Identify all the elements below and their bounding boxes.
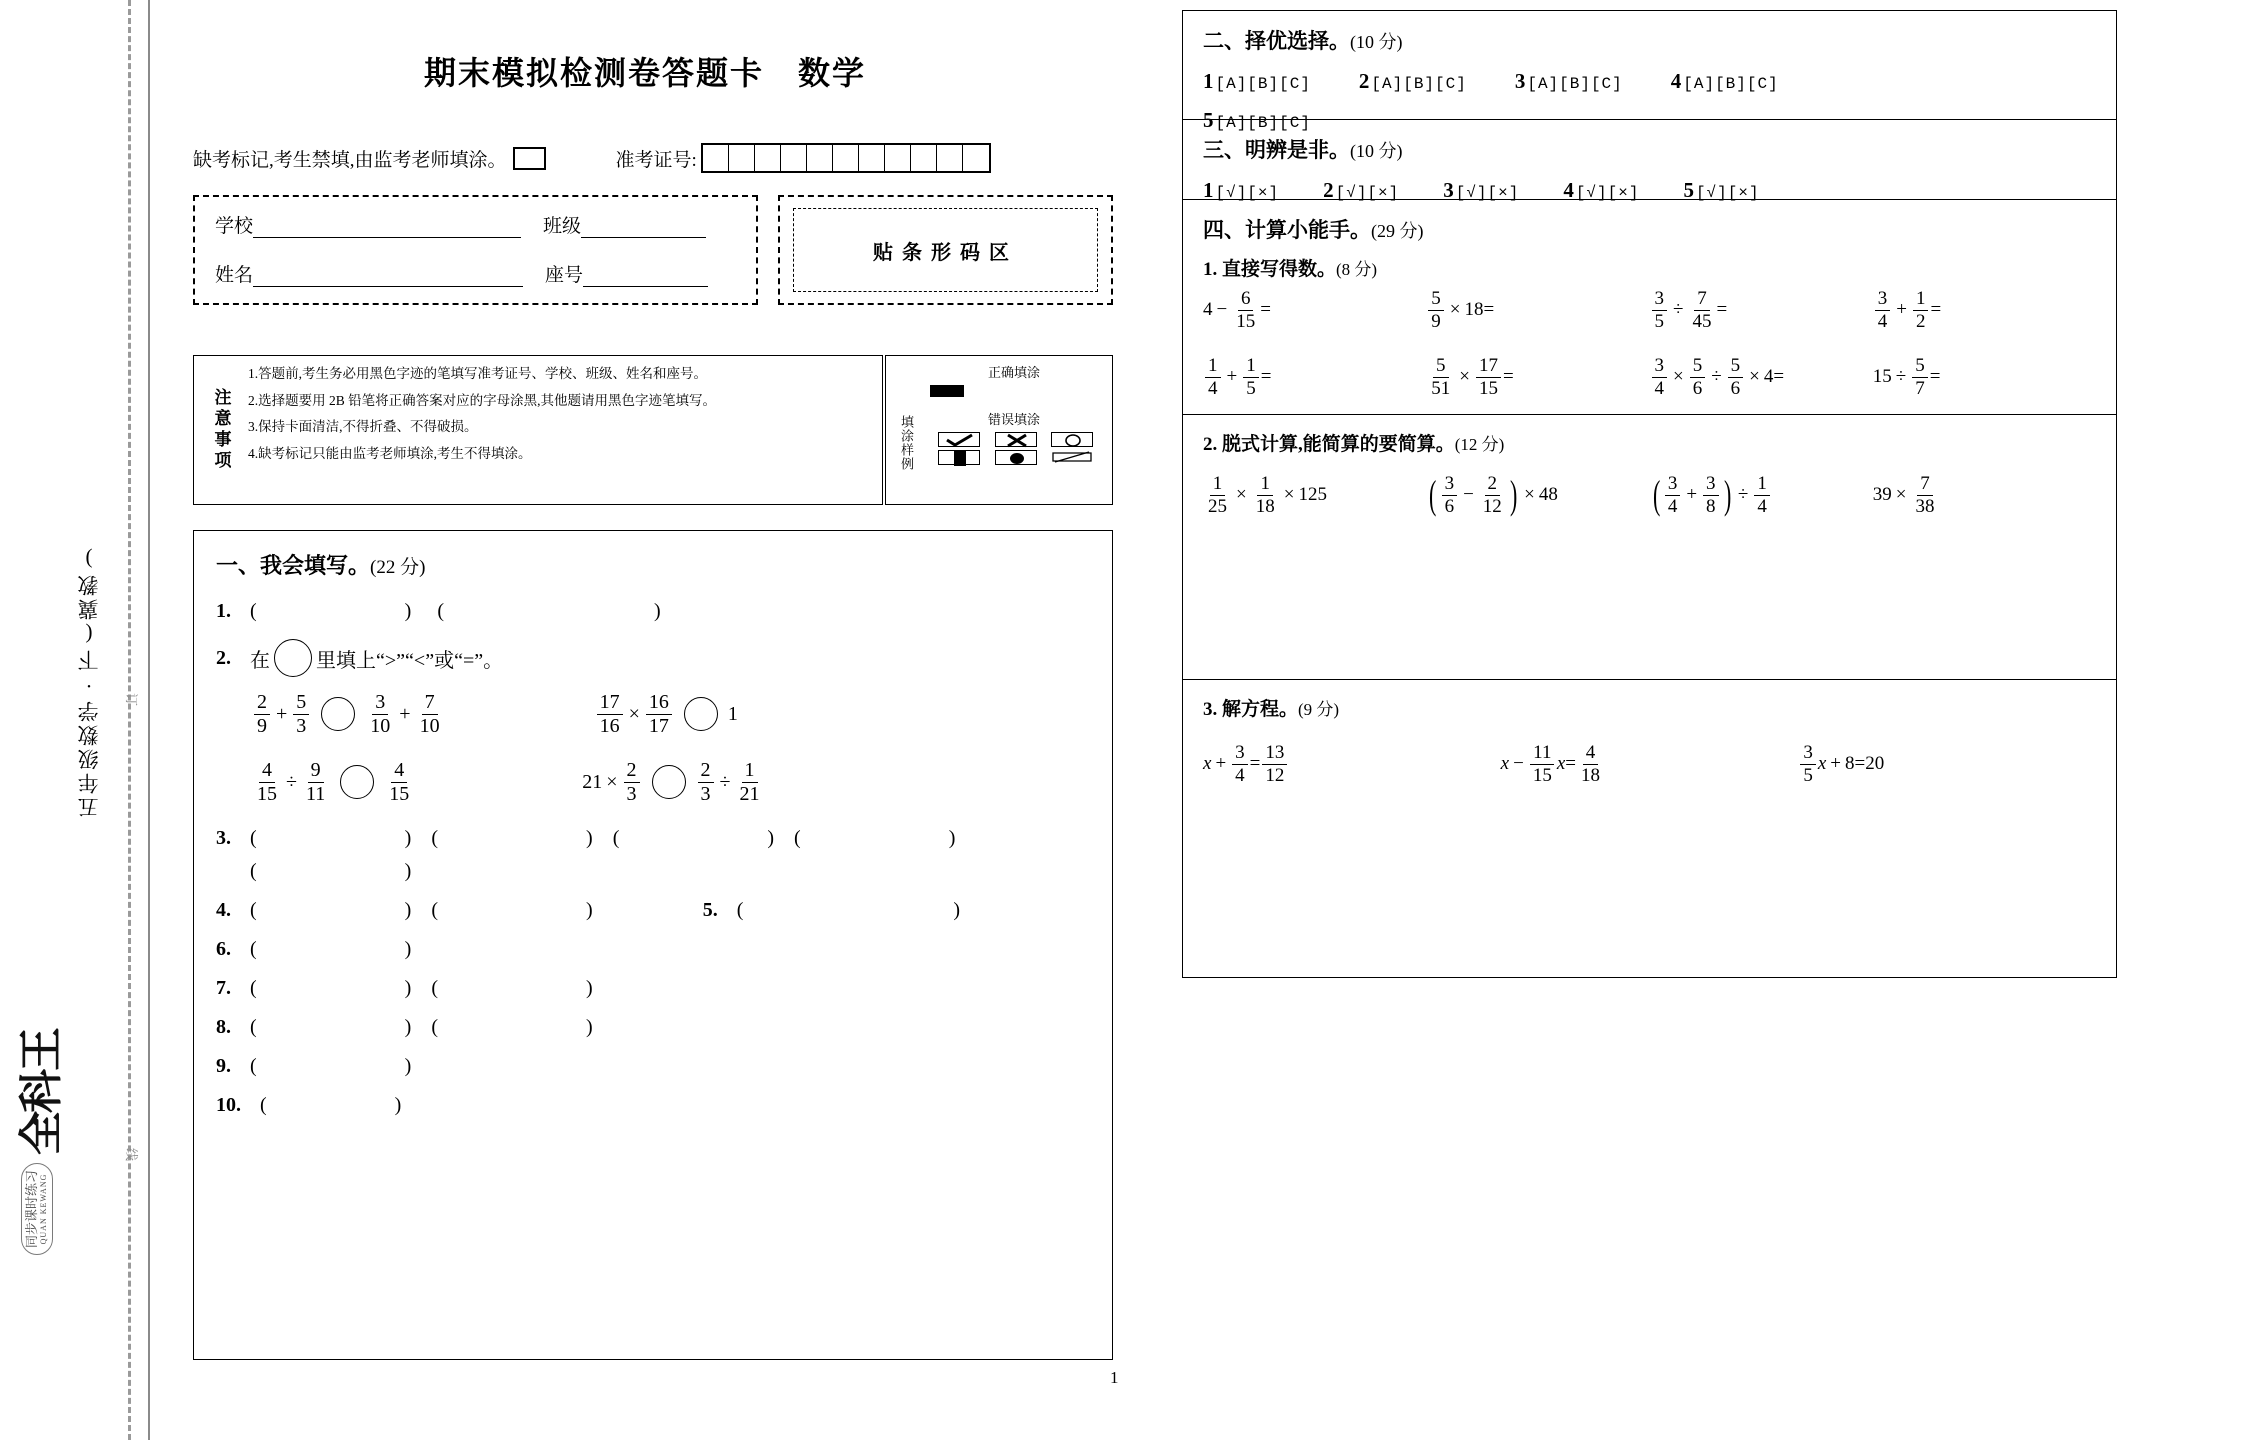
section-two-box [1182, 10, 2117, 132]
question-4-row [216, 899, 1090, 922]
admit-number-cell[interactable] [729, 145, 755, 171]
math-number: 4 [1203, 299, 1213, 321]
question-10-number: 10. [216, 1094, 241, 1116]
notice-item: 4.缺考标记只能由监考老师填涂,考生不得填涂。 [248, 445, 532, 461]
true-false-item[interactable] [1203, 178, 1279, 203]
math-operator: + [399, 703, 411, 725]
cut-mark-top: 订 [124, 692, 140, 707]
math-variable: x [1203, 753, 1212, 775]
fraction: $\frac{5}{6}$ [1728, 356, 1744, 399]
correct-fill-label: 正确填涂 [987, 365, 1040, 380]
math-number: = [1854, 753, 1866, 775]
fraction: $\frac{3}{4}$ [1232, 743, 1248, 786]
fill-sample-side-label: 填涂样例 [899, 415, 914, 471]
question-5-number: 5. [702, 899, 718, 921]
fraction: $\frac{5}{51}$ [1431, 354, 1451, 399]
calculation-problem [1203, 474, 1426, 517]
fraction: $\frac{4}{18}$ [1580, 742, 1600, 786]
mc-item-options[interactable]: [A][B][C] [1527, 75, 1623, 93]
section-three-title: 三、明辨是非。 [1203, 138, 1350, 162]
sub2-label-text: 2. 脱式计算,能简算的要简算。 [1203, 434, 1455, 455]
math-number: 1 [727, 702, 738, 725]
math-operator: + [1226, 366, 1238, 388]
mc-item-options[interactable]: [A][B][C] [1215, 114, 1311, 132]
answer-blank[interactable]: ( ) [250, 600, 412, 622]
math-operator: × [1895, 484, 1907, 506]
logo-badge-cn: 同步课时练习 [24, 1169, 40, 1248]
answer-blank[interactable]: ( ) [431, 1016, 593, 1038]
sub3-points: (9 分) [1298, 700, 1340, 719]
fraction: $\frac{3}{10}$ [370, 691, 391, 737]
fraction: $\frac{16}{17}$ [646, 692, 672, 737]
admit-number-cell[interactable] [781, 145, 807, 171]
math-operator: + [1215, 753, 1227, 775]
fraction: $\frac{1}{21}$ [739, 759, 760, 805]
section-two-title: 二、择优选择。 [1203, 29, 1350, 53]
fraction: $\frac{2}{3}$ [698, 760, 714, 805]
question-3-number: 3. [216, 827, 231, 849]
info-row-school-class [215, 211, 736, 238]
seat-input[interactable] [583, 267, 708, 287]
admit-number-cell[interactable] [703, 145, 729, 171]
answer-blank[interactable]: ( ) [736, 899, 961, 921]
question-4-number: 4. [216, 899, 231, 921]
compare-circle[interactable] [684, 697, 718, 731]
calculation-problem [1873, 289, 2096, 332]
math-operator: × [606, 770, 618, 793]
math-number: 39 [1872, 484, 1892, 506]
math-number: 125 [1298, 484, 1327, 506]
fraction: $\frac{3}{4}$ [1875, 289, 1891, 332]
admit-number-cell[interactable] [911, 145, 937, 171]
multiple-choice-row-1 [1203, 69, 2096, 94]
sub1-label-text: 1. 直接写得数。 [1203, 259, 1337, 280]
math-operator: + [1896, 299, 1907, 321]
question-8-row [216, 1016, 1090, 1039]
admit-number-cell[interactable] [833, 145, 859, 171]
correct-fill-mark [930, 385, 964, 397]
math-number: 18 [1464, 299, 1484, 321]
math-operator: − [1463, 484, 1474, 506]
notice-box [193, 355, 883, 505]
multiple-choice-item[interactable] [1671, 69, 1779, 94]
notice-title: 注意事项 [211, 388, 231, 472]
sub3-label-text: 3. 解方程。 [1203, 699, 1299, 720]
fraction: $\frac{3}{8}$ [1703, 474, 1719, 517]
math-operator: × [1283, 484, 1295, 506]
mc-item-number: 3 [1514, 69, 1526, 93]
section-two-heading [1203, 25, 2096, 55]
question-1-number: 1. [216, 600, 231, 622]
question-2-compare-row [252, 759, 1090, 805]
math-paren: ( [1429, 472, 1437, 518]
wrong-mark-open-circle-icon [1051, 432, 1093, 447]
fraction: $\frac{2}{9}$ [254, 692, 270, 737]
section-four-box [1182, 200, 2117, 415]
tf-item-number: 1 [1203, 178, 1214, 202]
math-number: = [1502, 366, 1514, 388]
compare-circle[interactable] [652, 765, 686, 799]
tf-item-options[interactable]: [√][×] [1695, 184, 1760, 202]
section-four-sub3-box [1182, 680, 2117, 978]
multiple-choice-item[interactable] [1359, 69, 1467, 94]
notice-item-list [248, 356, 882, 504]
math-number: = [1565, 753, 1576, 775]
true-false-item[interactable] [1443, 178, 1519, 203]
compare-expression-right [384, 759, 414, 805]
calculation-problem [1426, 356, 1649, 399]
fraction: $\frac{5}{7}$ [1912, 356, 1928, 399]
answer-blank[interactable]: ( ) [250, 827, 412, 849]
math-operator: + [1830, 753, 1841, 775]
section-one-points: (22 分) [370, 557, 426, 578]
wrong-fill-label: 错误填涂 [987, 412, 1040, 427]
tf-item-number: 2 [1323, 178, 1334, 202]
answer-blank[interactable]: ( ) [437, 600, 661, 622]
section-one-title: 一、我会填写。 [216, 553, 371, 578]
mc-item-number: 2 [1358, 69, 1370, 93]
compare-circle[interactable] [274, 639, 312, 677]
admit-number-cell[interactable] [963, 145, 989, 171]
fraction: $\frac{2}{3}$ [624, 760, 640, 805]
mc-item-number: 5 [1203, 108, 1214, 132]
calculation-problem [1650, 289, 1873, 332]
book-spine-label: 五年级数学·下(冀教) [77, 545, 101, 818]
fraction: $\frac{3}{4}$ [1665, 474, 1681, 517]
math-operator: × [1449, 299, 1461, 321]
admit-number-grid[interactable] [701, 143, 991, 173]
compare-expression-right [696, 759, 765, 805]
tf-item-number: 5 [1683, 178, 1694, 202]
admit-number-cell[interactable] [755, 145, 781, 171]
admit-number-cell[interactable] [807, 145, 833, 171]
math-operator: ÷ [1895, 366, 1907, 388]
question-3-row [216, 827, 1090, 850]
fraction: $\frac{13}{12}$ [1262, 743, 1287, 786]
notice-item: 2.选择题要用 2B 铅笔将正确答案对应的字母涂黑,其他题请用黑色字迹笔填写。 [248, 392, 717, 408]
section-three-points: (10 分) [1350, 141, 1403, 161]
math-number: 48 [1538, 484, 1558, 506]
math-paren: ) [1723, 472, 1731, 518]
notice-item: 1.答题前,考生务必用黑色字迹的笔填写准考证号、学校、班级、姓名和座号。 [248, 366, 707, 381]
fill-sample-box [885, 355, 1113, 505]
fraction: $\frac{1}{4}$ [1205, 356, 1221, 399]
math-number: 21 [582, 770, 603, 793]
math-operator: ÷ [286, 771, 297, 793]
answer-blank[interactable]: ( ) [260, 1094, 402, 1116]
math-number: 20 [1865, 753, 1885, 775]
absent-and-admit-row [193, 143, 1113, 173]
section-four-sub3-label [1203, 694, 2096, 721]
answer-blank[interactable]: ( ) [431, 977, 593, 999]
answer-blank[interactable]: ( ) [794, 827, 956, 849]
question-9-row [216, 1055, 1090, 1078]
answer-blank[interactable]: ( ) [250, 938, 412, 960]
math-number: = [1260, 366, 1272, 388]
admit-number-cell[interactable] [859, 145, 885, 171]
answer-blank[interactable]: ( ) [250, 899, 412, 921]
answer-blank[interactable]: ( ) [431, 899, 593, 921]
fraction: $\frac{1}{25}$ [1208, 473, 1227, 517]
math-number: = [1930, 299, 1942, 321]
fraction: $\frac{6}{15}$ [1236, 288, 1256, 332]
math-operator: + [276, 703, 288, 725]
fraction: $\frac{5}{9}$ [1428, 289, 1444, 332]
school-input[interactable] [253, 218, 521, 238]
section-one-box [193, 530, 1113, 1360]
solve-equation-problem-grid [1203, 743, 2096, 786]
math-operator: ÷ [1711, 366, 1722, 388]
question-7-number: 7. [216, 977, 231, 999]
seat-label: 座号 [545, 265, 584, 286]
name-label: 姓名 [215, 265, 254, 286]
fraction: $\frac{3}{5}$ [1800, 743, 1816, 786]
true-false-item[interactable] [1683, 178, 1759, 203]
name-input[interactable] [253, 267, 523, 287]
stepwise-calc-problem-grid [1203, 474, 2096, 517]
math-variable: x [1500, 753, 1510, 775]
wrong-fill-mark-grid [916, 432, 1112, 465]
math-operator: × [1673, 366, 1684, 388]
question-6-number: 6. [216, 938, 231, 960]
math-operator: × [1524, 484, 1535, 506]
math-number: = [1716, 299, 1728, 321]
math-number: = [1483, 299, 1495, 321]
wrong-mark-check-icon [938, 432, 980, 447]
question-1-row [216, 600, 1090, 623]
compare-circle[interactable] [340, 765, 374, 799]
calculation-problem [1203, 356, 1426, 399]
math-number: = [1249, 753, 1261, 775]
section-one-heading [216, 549, 1090, 580]
mc-item-options[interactable]: [A][B][C] [1215, 75, 1311, 93]
wrong-mark-cross-icon [995, 432, 1037, 447]
calculation-problem [1873, 356, 2096, 399]
logo-wordmark: 全科王 [17, 1028, 66, 1155]
compare-expression-left [582, 760, 641, 805]
fraction: $\frac{9}{11}$ [305, 759, 326, 805]
math-paren: ) [1509, 472, 1518, 518]
compare-expression-right [728, 703, 738, 726]
fraction: $\frac{17}{15}$ [1476, 356, 1501, 399]
wrong-mark-slash-icon [1051, 450, 1093, 465]
math-variable: x [1817, 753, 1827, 775]
question-6-row [216, 938, 1090, 961]
true-false-item[interactable] [1323, 178, 1399, 203]
mc-item-options[interactable]: [A][B][C] [1683, 75, 1779, 93]
compare-circle[interactable] [321, 697, 355, 731]
school-label: 学校 [215, 216, 254, 237]
fraction: $\frac{4}{15}$ [389, 759, 410, 805]
admit-number-cell[interactable] [937, 145, 963, 171]
section-two-points: (10 分) [1350, 32, 1403, 52]
fraction: $\frac{5}{6}$ [1690, 356, 1706, 399]
question-8-number: 8. [216, 1016, 231, 1038]
math-number: = [1929, 366, 1941, 388]
tf-item-number: 3 [1443, 178, 1454, 202]
answer-blank[interactable]: ( ) [250, 1055, 412, 1077]
section-four-sub1-label [1203, 254, 2096, 281]
tf-item-options[interactable]: [√][×] [1455, 184, 1520, 202]
sub1-points: (8 分) [1336, 260, 1378, 279]
tf-item-options[interactable]: [√][×] [1575, 184, 1640, 202]
barcode-area [778, 195, 1113, 305]
fraction: $\frac{4}{15}$ [257, 759, 277, 805]
info-row-name-seat [215, 260, 736, 287]
direct-answer-problem-grid [1203, 289, 2096, 399]
question-2-prompt [216, 639, 1090, 677]
multiple-choice-item[interactable] [1515, 69, 1623, 94]
section-four-title: 四、计算小能手。 [1203, 218, 1371, 242]
answer-blank[interactable]: ( ) [250, 860, 412, 882]
fraction: $\frac{2}{12}$ [1482, 473, 1502, 517]
math-paren: ( [1652, 472, 1660, 518]
answer-blank[interactable]: ( ) [250, 977, 412, 999]
math-operator: × [628, 703, 640, 725]
multiple-choice-item[interactable] [1203, 108, 1311, 133]
fraction: $\frac{1}{5}$ [1243, 356, 1259, 399]
question-2-prompt-a: 在 [250, 649, 270, 672]
admit-number-cell[interactable] [885, 145, 911, 171]
math-operator: × [1236, 484, 1247, 506]
section-four-heading [1203, 214, 2096, 244]
question-2-number: 2. [216, 646, 231, 669]
student-info-box [193, 195, 758, 305]
calculation-problem [1650, 474, 1873, 517]
calculation-problem [1650, 356, 1873, 399]
math-operator: × [1749, 366, 1760, 388]
math-operator: ÷ [1673, 299, 1684, 321]
compare-expression-left [252, 759, 330, 805]
calculation-problem [1203, 289, 1426, 332]
answer-blank[interactable]: ( ) [250, 1016, 412, 1038]
calculation-problem [1203, 743, 1501, 786]
calculation-problem [1426, 289, 1649, 332]
calculation-problem [1426, 474, 1649, 517]
mc-item-options[interactable]: [A][B][C] [1371, 75, 1467, 93]
compare-expression-left [595, 691, 674, 737]
math-number: = [1773, 366, 1785, 388]
fraction: $\frac{5}{3}$ [293, 692, 309, 737]
multiple-choice-item[interactable] [1203, 69, 1311, 94]
mc-item-number: 1 [1203, 69, 1214, 93]
question-2-compare-row [252, 691, 1090, 737]
question-9-number: 9. [216, 1055, 231, 1077]
fraction: $\frac{7}{10}$ [419, 691, 440, 737]
class-label: 班级 [543, 216, 582, 237]
math-variable: x [1556, 753, 1566, 775]
fraction: $\frac{1}{18}$ [1255, 473, 1275, 517]
logo-badge [21, 1163, 52, 1255]
tf-item-options[interactable]: [√][×] [1215, 184, 1280, 202]
tf-item-number: 4 [1563, 178, 1574, 202]
fraction: $\frac{11}{15}$ [1530, 743, 1555, 786]
answer-blank[interactable]: ( ) [612, 827, 775, 849]
math-number: = [1260, 299, 1271, 321]
calculation-problem [1798, 743, 2096, 786]
math-operator: × [1459, 366, 1470, 388]
question-3-row-2 [216, 860, 1090, 883]
fraction: $\frac{3}{6}$ [1442, 474, 1458, 517]
fraction: $\frac{7}{45}$ [1692, 288, 1712, 332]
logo-badge-en: QUAN KEWANG [38, 1173, 48, 1245]
wrong-mark-dot-icon [995, 450, 1037, 465]
section-four-sub2-box [1182, 415, 2117, 680]
true-false-item[interactable] [1563, 178, 1639, 203]
calculation-problem [1873, 474, 2096, 517]
math-number: 15 [1872, 366, 1892, 388]
question-2-prompt-b: 里填上“>”“<”或“=”。 [316, 649, 504, 672]
fraction: $\frac{7}{38}$ [1915, 473, 1935, 517]
math-operator: + [1686, 484, 1698, 506]
fraction: $\frac{3}{4}$ [1652, 356, 1668, 399]
compare-expression-right [365, 691, 444, 737]
page-title-main: 期末模拟检测卷答题卡 [423, 55, 764, 91]
fraction: $\frac{3}{5}$ [1652, 289, 1668, 332]
math-number: 8 [1844, 753, 1855, 775]
mc-item-number: 4 [1670, 69, 1682, 93]
right-column [1182, 10, 2117, 978]
cut-mark-bottom: 线 [124, 1147, 140, 1162]
math-operator: ÷ [719, 771, 731, 793]
absent-note: 缺考标记,考生禁填,由监考老师填涂。 [193, 149, 507, 171]
fraction: $\frac{1}{4}$ [1754, 474, 1770, 517]
fraction: $\frac{17}{16}$ [597, 692, 623, 737]
question-10-row [216, 1094, 1090, 1117]
compare-expression-left [252, 691, 311, 737]
math-operator: − [1216, 299, 1228, 321]
section-three-box [1182, 120, 2117, 200]
section-three-heading [1203, 134, 2096, 164]
math-number: 4 [1763, 366, 1774, 388]
wrong-mark-half-fill-icon [938, 450, 980, 465]
page-title-subject: 数学 [798, 55, 867, 91]
section-four-points: (29 分) [1371, 221, 1424, 241]
fraction: $\frac{1}{2}$ [1913, 289, 1929, 332]
answer-blank[interactable]: ( ) [431, 827, 593, 849]
class-input[interactable] [581, 218, 706, 238]
publisher-logo [17, 1028, 162, 1325]
absent-checkbox[interactable] [513, 147, 546, 170]
question-7-row [216, 977, 1090, 1000]
sub2-points: (12 分) [1454, 435, 1505, 454]
calculation-problem [1501, 743, 1799, 786]
admit-number-label: 准考证号: [615, 149, 697, 171]
tf-item-options[interactable]: [√][×] [1335, 184, 1400, 202]
page-number: 1 [1110, 1368, 1119, 1387]
math-operator: − [1513, 753, 1524, 775]
section-four-sub2-label [1203, 429, 2096, 456]
notice-item: 3.保持卡面清洁,不得折叠、不得破损。 [248, 419, 478, 434]
page-title [175, 48, 1115, 94]
math-operator: ÷ [1737, 484, 1749, 506]
barcode-area-label: 贴条形码区 [793, 208, 1098, 292]
